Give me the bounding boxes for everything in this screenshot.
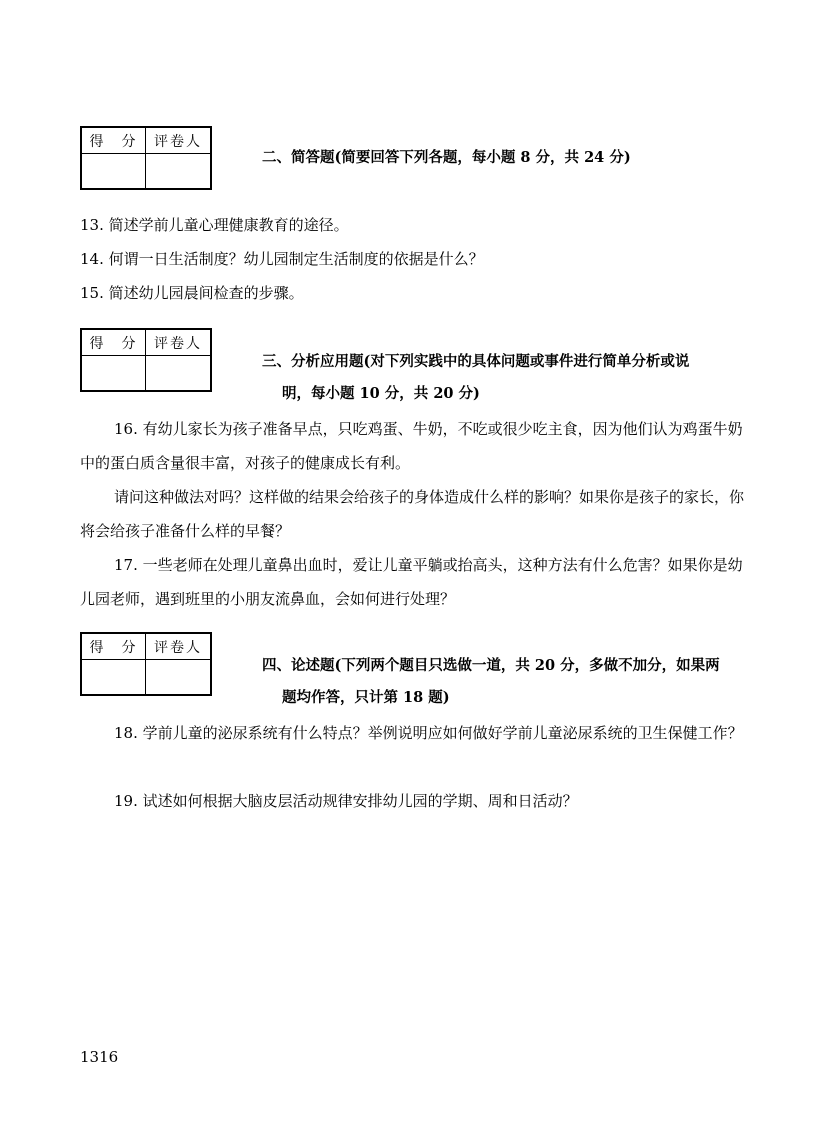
section-4-title-line1: 四、论述题(下列两个题目只选做一道，共 20 分，多做不加分，如果两 <box>262 657 720 674</box>
score-table-section-3 <box>80 328 212 392</box>
section-4-title <box>262 650 752 714</box>
score-cell[interactable] <box>82 660 146 694</box>
section-2-title-line1: 二、简答题(简要回答下列各题，每小题 8 分，共 24 分) <box>262 149 631 166</box>
grader-header: 评卷人 <box>146 330 210 356</box>
question-19 <box>80 784 752 818</box>
section-3-title <box>262 346 752 410</box>
grader-cell[interactable] <box>146 660 210 694</box>
section-3-title-line1: 三、分析应用题(对下列实践中的具体问题或事件进行简单分析或说 <box>262 353 690 370</box>
section-3-title-line2: 明，每小题 10 分，共 20 分) <box>282 385 480 402</box>
grader-cell[interactable] <box>146 154 210 188</box>
question-18-text: 18. 学前儿童的泌尿系统有什么特点？举例说明应如何做好学前儿童泌尿系统的卫生保健工作？ <box>114 724 743 742</box>
score-header: 得 分 <box>82 330 146 356</box>
grader-header: 评卷人 <box>146 128 210 154</box>
question-17-text: 17. 一些老师在处理儿童鼻出血时，爱让儿童平躺或抬高头，这种方法有什么危害？如果你是幼儿园老师，遇到班里的小朋友流鼻血，会如何进行处理？ <box>80 556 743 608</box>
score-cell[interactable] <box>82 154 146 188</box>
question-15: 15. 简述幼儿园晨间检查的步骤。 <box>80 284 304 302</box>
question-19-text: 19. 试述如何根据大脑皮层活动规律安排幼儿园的学期、周和日活动？ <box>114 792 578 810</box>
question-13: 13. 简述学前儿童心理健康教育的途径。 <box>80 216 349 234</box>
page-number: 1316 <box>80 1048 119 1066</box>
question-16-text: 16. 有幼儿家长为孩子准备早点，只吃鸡蛋、牛奶，不吃或很少吃主食，因为他们认为鸡蛋牛奶中的蛋白质含量很丰富，对孩子的健康成长有利。 <box>80 420 743 472</box>
score-cell[interactable] <box>82 356 146 390</box>
section-2-title <box>262 142 752 174</box>
question-14: 14. 何谓一日生活制度？幼儿园制定生活制度的依据是什么？ <box>80 250 484 268</box>
question-17 <box>80 548 752 616</box>
score-table-section-4 <box>80 632 212 696</box>
score-header: 得 分 <box>82 128 146 154</box>
question-16-part-2 <box>80 480 752 548</box>
section-4-title-line2: 题均作答，只计第 18 题) <box>282 689 450 706</box>
score-header: 得 分 <box>82 634 146 660</box>
question-16-subtext: 请问这种做法对吗？这样做的结果会给孩子的身体造成什么样的影响？如果你是孩子的家长，你将会给孩子准备什么样的早餐？ <box>80 488 745 540</box>
question-18 <box>80 716 752 750</box>
grader-header: 评卷人 <box>146 634 210 660</box>
grader-cell[interactable] <box>146 356 210 390</box>
question-16-part-1 <box>80 412 752 480</box>
score-table-section-2 <box>80 126 212 190</box>
